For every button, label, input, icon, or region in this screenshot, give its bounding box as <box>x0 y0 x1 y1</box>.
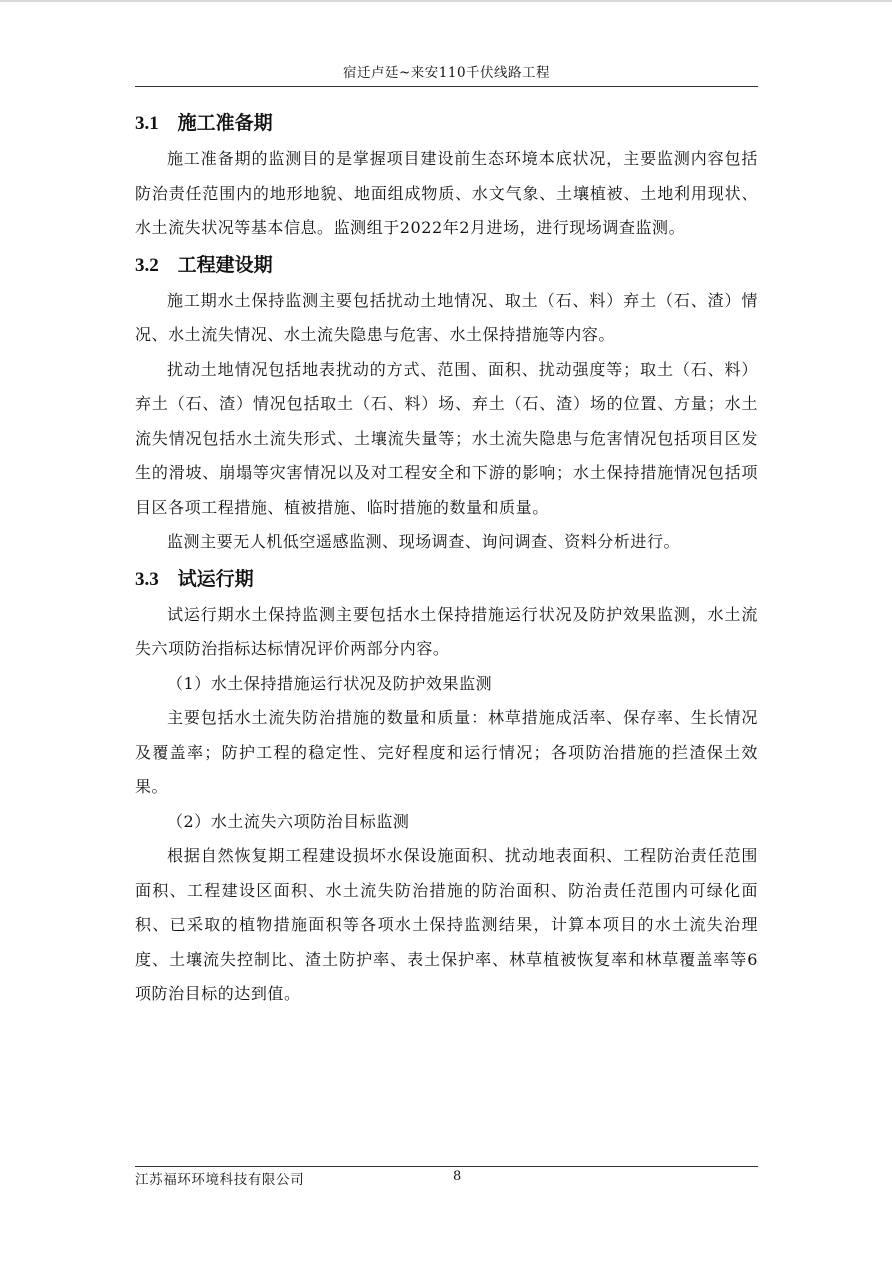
page-number: 8 <box>453 1169 462 1184</box>
page-top-rule <box>0 0 892 2</box>
section-3-3 <box>135 560 758 1012</box>
running-header: 宿迁卢廷~来安110千伏线路工程 <box>135 62 758 87</box>
paragraph: 根据自然恢复期工程建设损坏水保设施面积、扰动地表面积、工程防治责任范围面积、工程建设区面积、水土流失防治措施的防治面积、防治责任范围内可绿化面积、已采取的植物措施面积等各项水土保持监测结果，计算本项目的水土流失治理度、土壤流失控制比、渣土防护率、表土保护率、林草植被恢复率和林草覆盖率等6项防治目标的达到值。 <box>135 846 758 1003</box>
section-number: 3.2 <box>135 254 159 276</box>
section-3-1 <box>135 104 758 246</box>
section-number: 3.3 <box>135 568 159 590</box>
paragraph: 主要包括水土流失防治措施的数量和质量：林草措施成活率、保存率、生长情况及覆盖率；防护工程的稳定性、完好程度和运行情况；各项防治措施的拦渣保土效果。 <box>135 708 758 796</box>
document-body <box>135 104 758 1012</box>
footer-company: 江苏福环环境科技有限公司 <box>135 1172 305 1188</box>
subsection-heading: （1）水土保持措施运行状况及防护效果监测 <box>167 673 493 693</box>
section-title: 试运行期 <box>177 567 254 590</box>
section-3-2 <box>135 246 758 560</box>
section-heading <box>135 560 758 598</box>
section-heading <box>135 104 758 142</box>
paragraph: 施工准备期的监测目的是掌握项目建设前生态环境本底状况，主要监测内容包括防治责任范围内的地形地貌、地面组成物质、水文气象、土壤植被、土地利用现状、水土流失状况等基本信息。监测组于2022年2月进场，进行现场调查监测。 <box>135 149 758 237</box>
paragraph: 施工期水土保持监测主要包括扰动土地情况、取土（石、料）弃土（石、渣）情况、水土流失情况、水土流失隐患与危害、水土保持措施等内容。 <box>135 290 758 344</box>
running-footer <box>135 1166 758 1191</box>
paragraph: 扰动土地情况包括地表扰动的方式、范围、面积、扰动强度等；取土（石、料）弃土（石、渣）情况包括取土（石、料）场、弃土（石、渣）场的位置、方量；水土流失情况包括水土流失形式、土壤流失量等；水土流失隐患与危害情况包括项目区发生的滑坡、崩塌等灾害情况以及对工程安全和下游的影响；水土保持措施情况包括项目区各项工程措施、植被措施、临时措施的数量和质量。 <box>135 359 758 517</box>
section-heading <box>135 246 758 284</box>
subsection-heading: （2）水土流失六项防治目标监测 <box>167 811 410 831</box>
paragraph: 试运行期水土保持监测主要包括水土保持措施运行状况及防护效果监测，水土流失六项防治指标达标情况评价两部分内容。 <box>135 604 758 658</box>
section-title: 工程建设期 <box>177 253 273 276</box>
section-number: 3.1 <box>135 113 159 134</box>
paragraph: 监测主要无人机低空遥感监测、现场调查、询问调查、资料分析进行。 <box>167 532 681 551</box>
section-title: 施工准备期 <box>177 112 273 134</box>
